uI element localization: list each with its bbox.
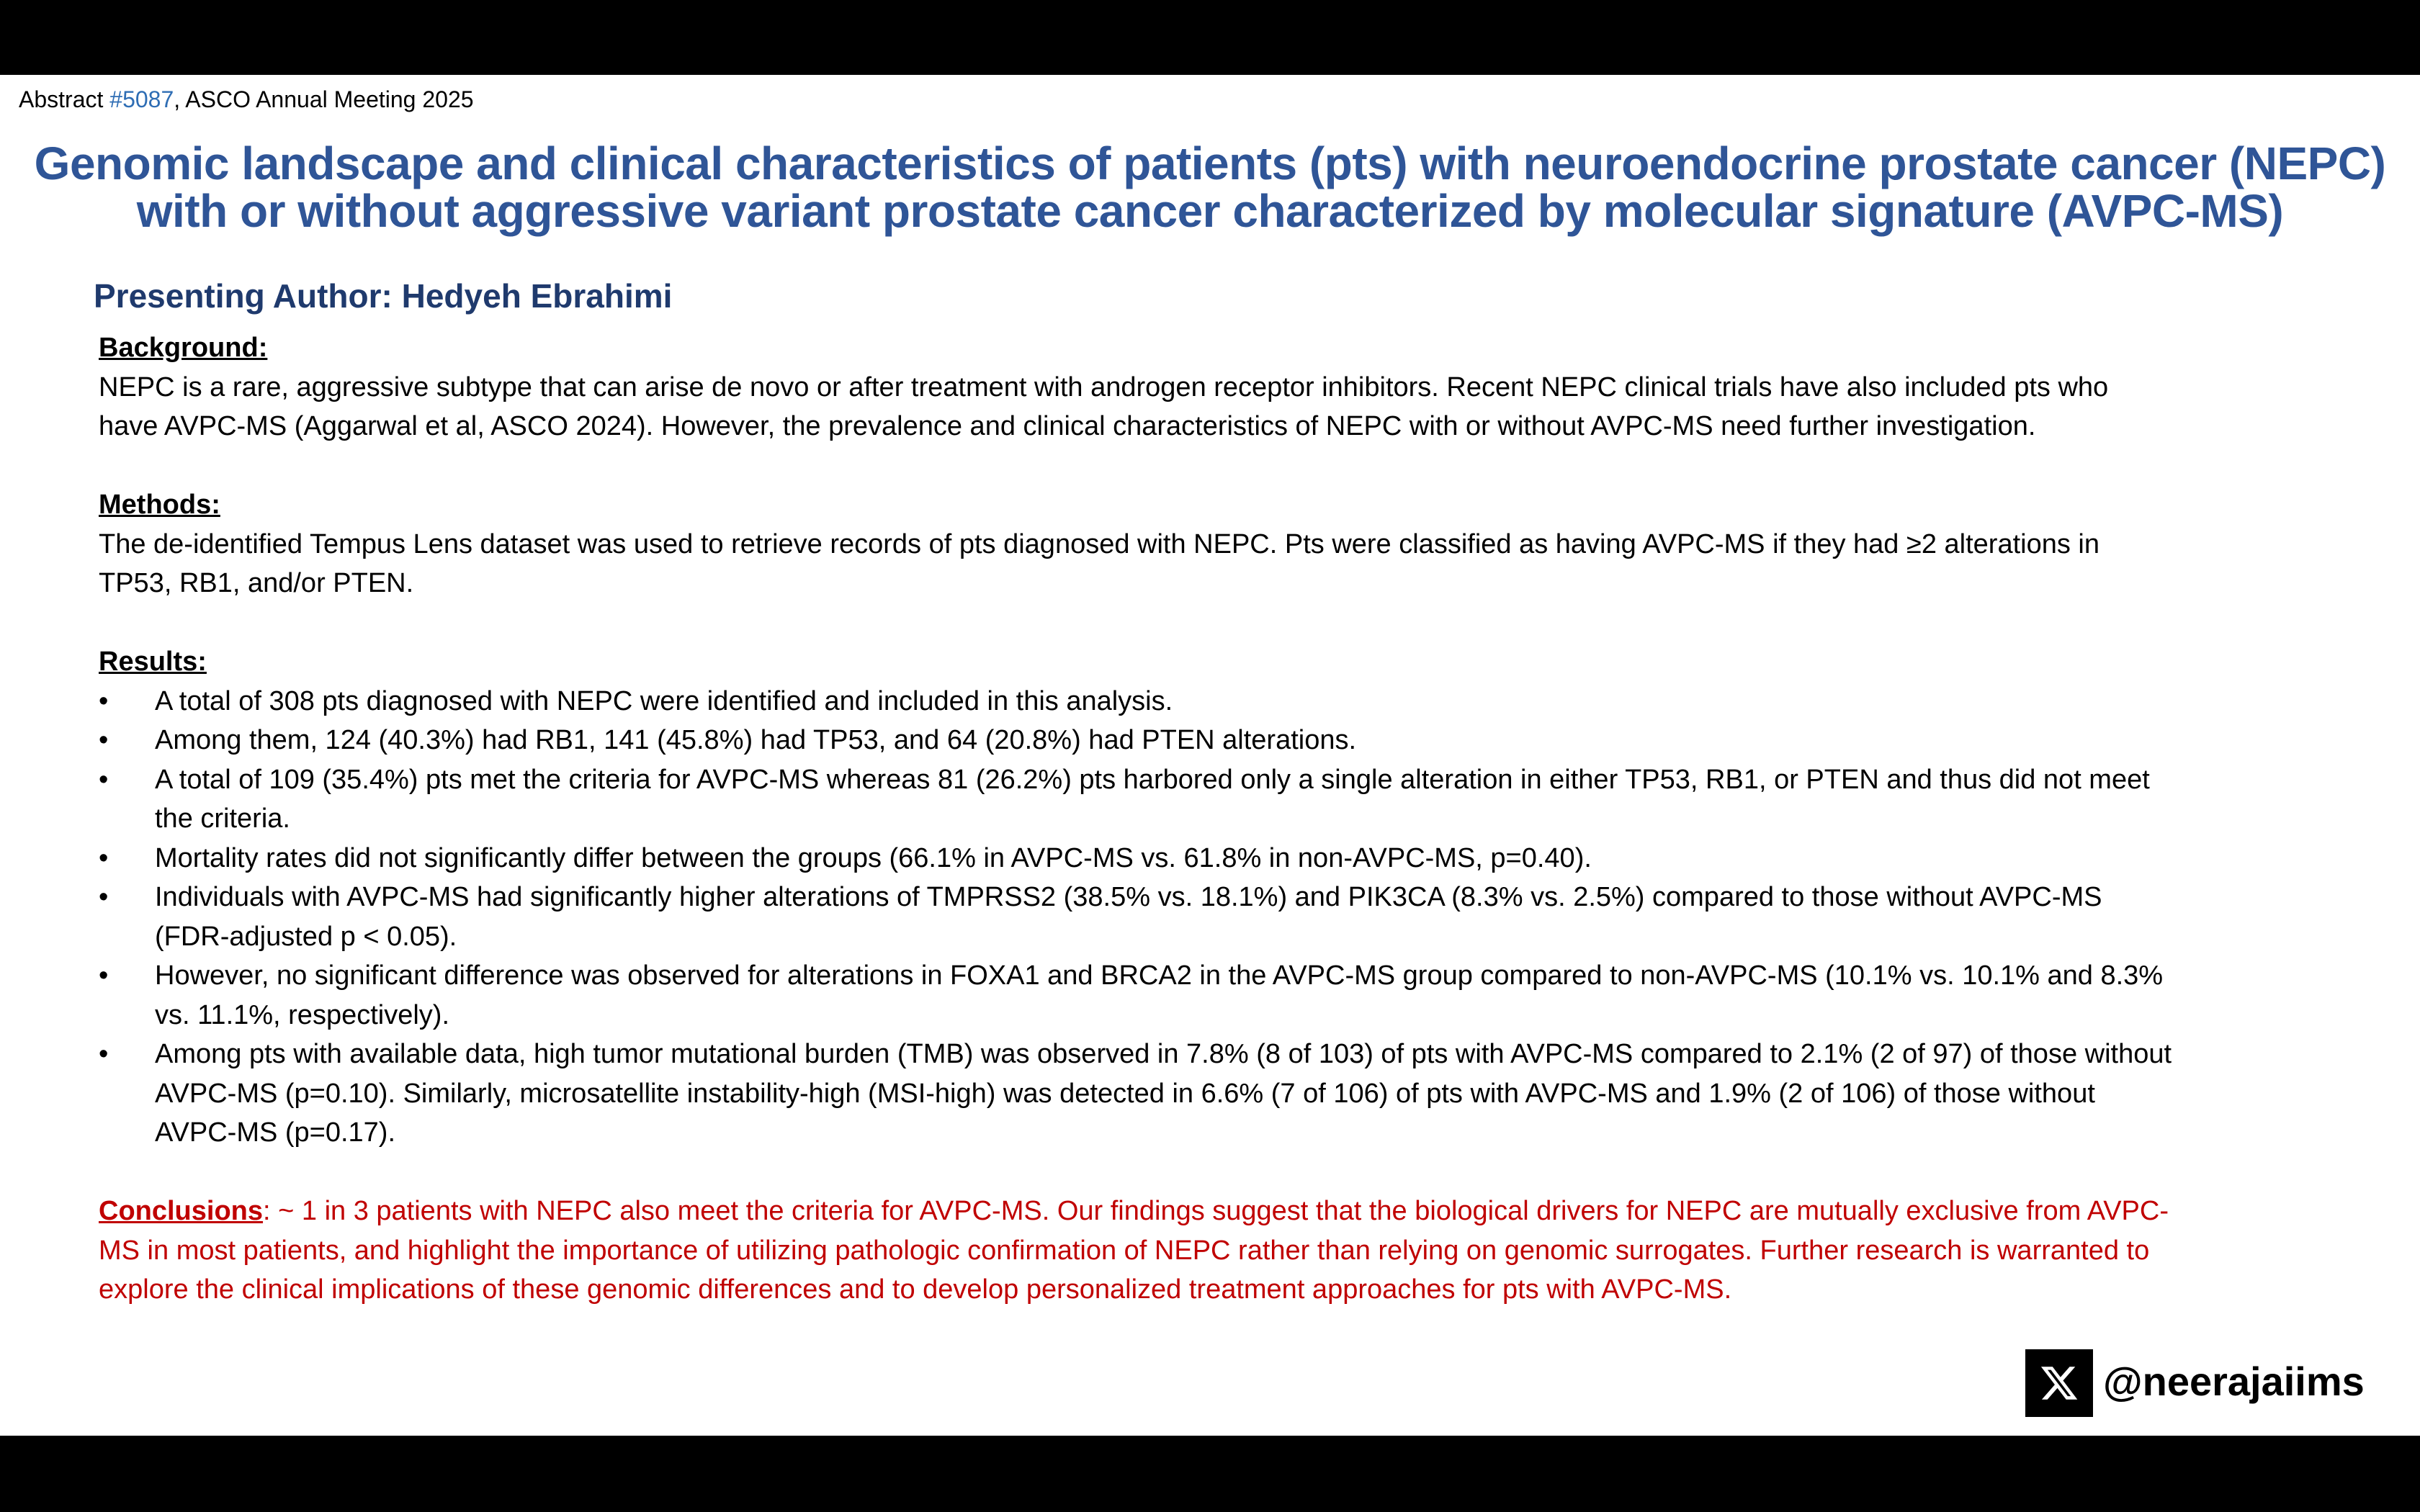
list-item (99, 839, 2173, 878)
results-list (99, 682, 2173, 1153)
result-text: A total of 308 pts diagnosed with NEPC were identified and included in this analysis. (155, 685, 1173, 716)
slide (0, 75, 2420, 1436)
bullet: • (99, 764, 109, 795)
bullet: • (99, 725, 109, 755)
top-letterbox-bar (0, 0, 2420, 75)
background-text: NEPC is a rare, aggressive subtype that can arise de novo or after treatment with androgen receptor inhibitors. Recent NEPC clinical trials have also included pts who have AVPC-MS (Aggarwal et al, ASCO 2024). However, the prevalence and clinical characteristics of NEPC with or without AVPC-MS need further investigation. (99, 372, 2109, 441)
abstract-reference (19, 86, 474, 113)
bullet: • (99, 1039, 109, 1069)
list-item (99, 760, 2173, 839)
result-text: Mortality rates did not significantly differ between the groups (66.1% in AVPC-MS vs. 61.8% in non-AVPC-MS, p=0.40). (155, 842, 1592, 873)
x-logo-icon[interactable] (2025, 1349, 2093, 1417)
list-item (99, 721, 2173, 760)
presenting-author: Presenting Author: Hedyeh Ebrahimi (94, 277, 673, 315)
bottom-letterbox-bar (0, 1436, 2420, 1512)
spacer (99, 1153, 2173, 1192)
bullet: • (99, 842, 109, 873)
slide-title: Genomic landscape and clinical characteristics of patients (pts) with neuroendocrine prostate cancer (NEPC) with or without aggressive variant prostate cancer characterized by molecular signature (AVPC-MS) (34, 138, 2386, 237)
spacer (99, 603, 2173, 643)
abstract-number-link[interactable]: #5087 (109, 86, 174, 112)
bullet: • (99, 882, 109, 912)
conclusions-text: : ~ 1 in 3 patients with NEPC also meet the criteria for AVPC-MS. Our findings suggest that the biological drivers for NEPC are mutually exclusive from AVPC-MS in most patients, and highlight the importance of utilizing pathologic confirmation of NEPC rather than relying on genomic surrogates. Further research is warranted to explore the clinical implications of these genomic differences and to develop personalized treatment approaches for pts with AVPC-MS. (99, 1196, 2169, 1305)
list-item (99, 956, 2173, 1035)
result-text: However, no significant difference was observed for alterations in FOXA1 and BRCA2 in the AVPC-MS group compared to non-AVPC-MS (10.1% vs. 10.1% and 8.3% vs. 11.1%, respectively). (155, 960, 2164, 1030)
list-item (99, 1035, 2173, 1153)
background-heading: Background: (99, 333, 268, 363)
methods-heading: Methods: (99, 490, 220, 520)
methods-text: The de-identified Tempus Lens dataset was used to retrieve records of pts diagnosed with NEPC. Pts were classified as having AVPC-MS if they had ≥2 alterations in TP53, RB1, and/or PTEN. (99, 528, 2099, 598)
abstract-meeting: , ASCO Annual Meeting 2025 (174, 86, 474, 112)
abstract-prefix: Abstract (19, 86, 110, 112)
bullet: • (99, 960, 109, 991)
result-text: Individuals with AVPC-MS had significantly higher alterations of TMPRSS2 (38.5% vs. 18.1%) and PIK3CA (8.3% vs. 2.5%) compared to those without AVPC-MS (FDR-adjusted p < 0.05). (155, 882, 2102, 952)
result-text: Among pts with available data, high tumor mutational burden (TMB) was observed in 7.8% (8 of 103) of pts with AVPC-MS compared to 2.1% (2 of 97) of those without AVPC-MS (p=0.10). Similarly, microsatellite instability-high (MSI-high) was detected in 6.6% (7 of 106) of pts with AVPC-MS and 1.9% (2 of 106) of those without AVPC-MS (p=0.17). (155, 1039, 2172, 1148)
abstract-body (99, 328, 2173, 1310)
conclusions-paragraph (99, 1192, 2173, 1310)
list-item (99, 682, 2173, 721)
social-handle[interactable]: @neerajaiims (2103, 1359, 2365, 1404)
results-heading: Results: (99, 647, 207, 677)
list-item (99, 878, 2173, 956)
bullet: • (99, 685, 109, 716)
result-text: Among them, 124 (40.3%) had RB1, 141 (45.8%) had TP53, and 64 (20.8%) had PTEN alterations. (155, 725, 1357, 755)
spacer (99, 446, 2173, 486)
result-text: A total of 109 (35.4%) pts met the criteria for AVPC-MS whereas 81 (26.2%) pts harbored only a single alteration in either TP53, RB1, or PTEN and thus did not meet the criteria. (155, 764, 2150, 834)
conclusions-heading: Conclusions (99, 1196, 264, 1226)
x-logo-glyph-icon (2039, 1363, 2079, 1403)
